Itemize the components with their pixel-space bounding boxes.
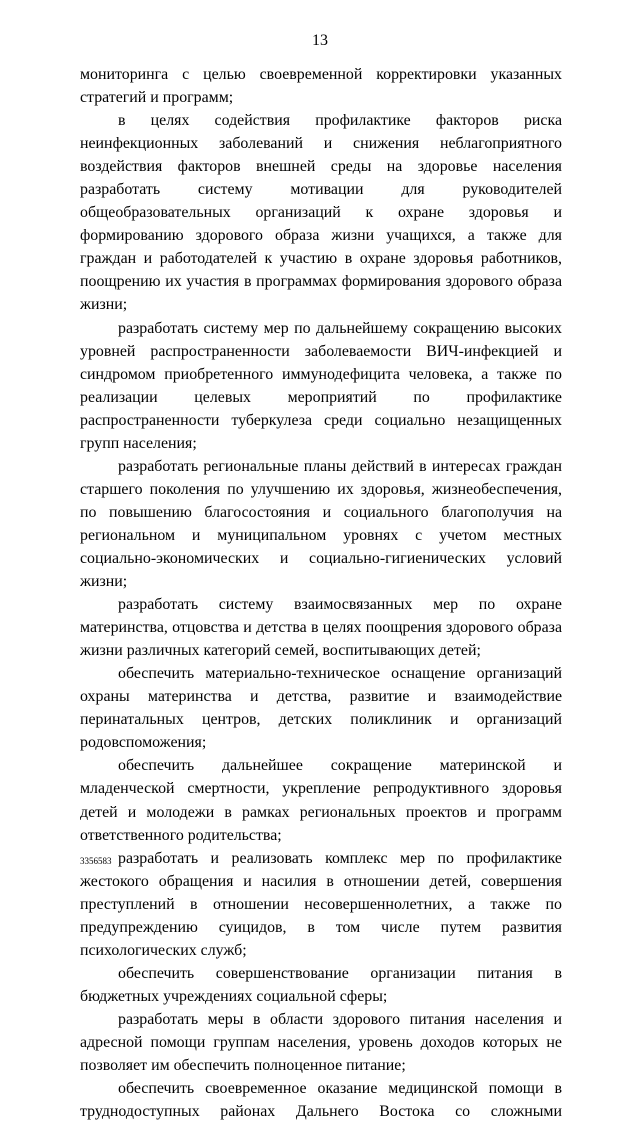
page-number: 13 bbox=[312, 32, 328, 49]
paragraph-healthy-nutrition: разработать меры в области здорового питания населения и адресной помощи группам населения, уровень доходов которых не позволяет им обеспечить полноценное питание; bbox=[80, 1010, 562, 1075]
paragraph-mortality-reduction: обеспечить дальнейшее сокращение материнской и младенческой смертности, укрепление репродуктивного здоровья детей и молодежи в рамках региональных проектов и программ ответственного родительства; bbox=[80, 757, 562, 844]
paragraph-material-equipment: обеспечить материально-техническое оснащение организаций охраны материнства и детства, развитие и взаимодействие перинатальных центров, детских поликлиник и организаций родовспоможения; bbox=[80, 665, 562, 752]
paragraph-nutrition-organization: обеспечить совершенствование организации питания в бюджетных учреждениях социальной сферы; bbox=[80, 964, 562, 1005]
document-code: 3356583 bbox=[80, 856, 112, 866]
paragraph-hiv-tuberculosis: разработать систему мер по дальнейшему сокращению высоких уровней распространенности заболеваемости ВИЧ-инфекцией и синдромом приобретенного иммунодефицита человека, а также по реализации целевых мероприятий по профилактике распространенности туберкулеза среди социально незащищенных групп населения; bbox=[80, 319, 562, 452]
paragraph-remote-areas: обеспечить своевременное оказание медицинской помощи в труднодоступных районах Дальнего Востока со сложными bbox=[80, 1080, 562, 1121]
body-text bbox=[80, 63, 562, 1123]
paragraph-continuation: мониторинга с целью своевременной корректировки указанных стратегий и программ; bbox=[80, 66, 562, 107]
paragraph-risk-factors: в целях содействия профилактике факторов риска неинфекционных заболеваний и снижения неблагоприятного воздействия факторов внешней среды на здоровье населения разработать систему мотивации для руководителей общеобразовательных организаций к охране здоровья и формированию здорового образа жизни учащихся, а также для граждан и работодателей к участию в охране здоровья работников, поощрению их участия в программах формирования здорового образа жизни; bbox=[80, 112, 562, 314]
paragraph-older-generation: разработать региональные планы действий в интересах граждан старшего поколения по улучшению их здоровья, жизнеобеспечения, по повышению благосостояния и социального благополучия на региональном и муниципальном уровнях с учетом местных социально-экономических и социально-гигиенических условий жизни; bbox=[80, 457, 562, 591]
paragraph-maternity-childhood: разработать систему взаимосвязанных мер по охране материнства, отцовства и детства в целях поощрения здорового образа жизни различных категорий семей, воспитывающих детей; bbox=[80, 596, 562, 660]
paragraph-child-abuse-prevention: разработать и реализовать комплекс мер по профилактике жестокого обращения и насилия в отношении детей, совершения преступлений в отношении несовершеннолетних, а также по предупреждению суицидов, в том числе путем развития психологических служб; bbox=[80, 849, 562, 959]
